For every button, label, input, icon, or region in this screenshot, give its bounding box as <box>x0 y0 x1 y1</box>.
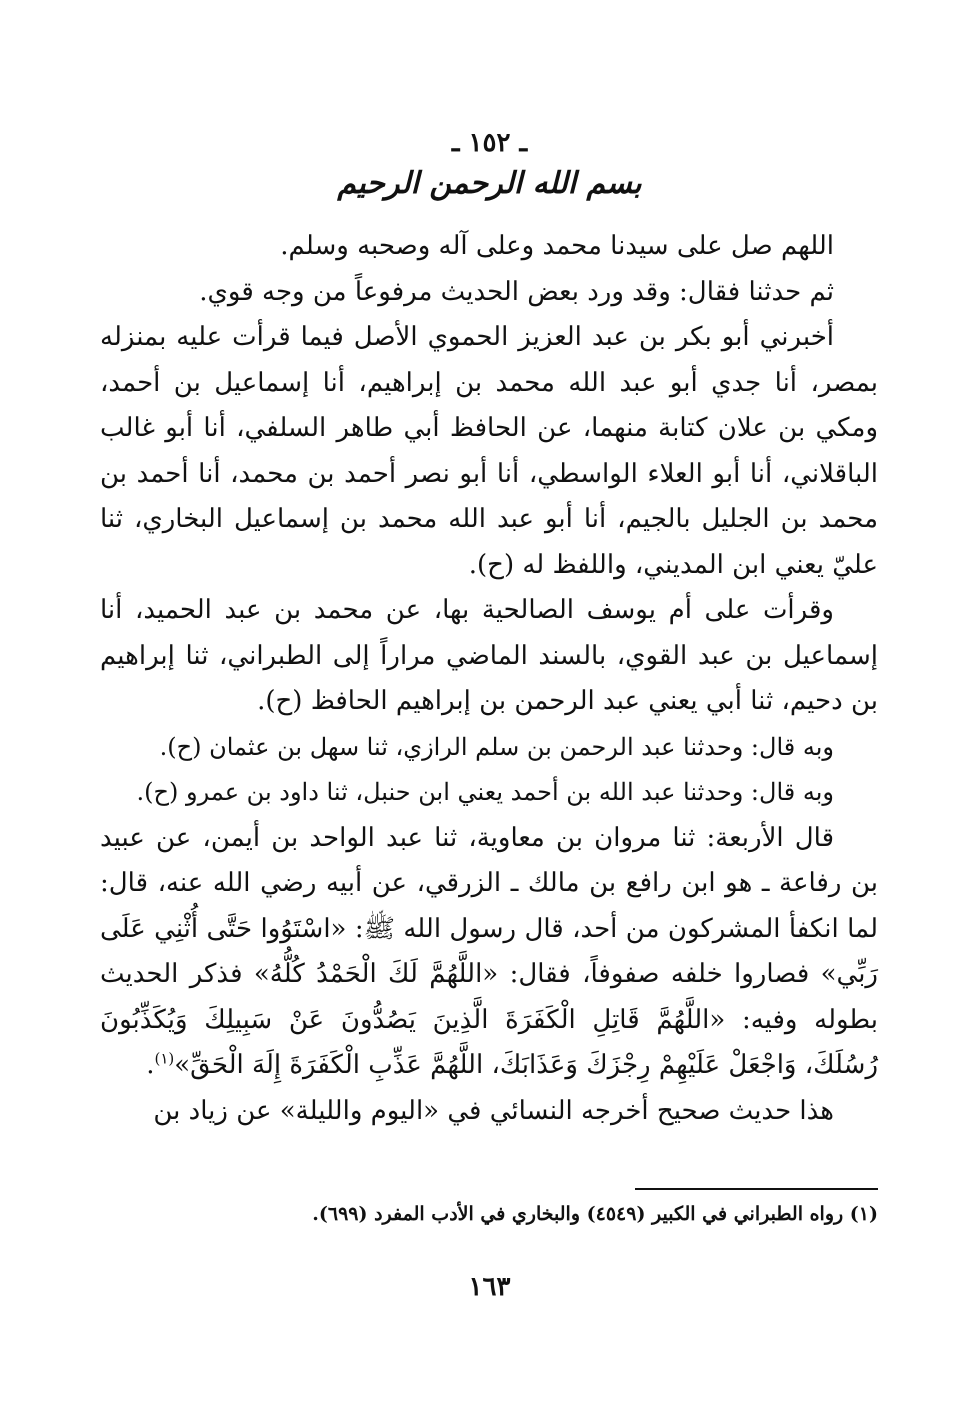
paragraph-isnad-4: وبه قال: وحدثنا عبد الله بن أحمد يعني ابن حنبل، ثنا داود بن عمرو (ح). <box>136 778 834 806</box>
footnote-marker: (١) <box>154 1049 175 1068</box>
body-text <box>100 224 878 1134</box>
footnote: (١) رواه الطبراني في الكبير (٤٥٤٩) والبخاري في الأدب المفرد (٦٩٩). <box>312 1203 878 1225</box>
paragraph-grading: هذا حديث صحيح أخرجه النسائي في «اليوم والليلة» عن زياد بن <box>153 1095 834 1126</box>
paragraph-isnad-1: أخبرني أبو بكر بن عبد العزيز الحموي الأصل فيما قرأت عليه بمنزله بمصر، أنا جدي أبو عبد الله محمد بن إبراهيم، أنا إسماعيل بن أحمد، ومكي بن علان كتابة منهما، عن الحافظ أبي طاهر السلفي، أنا أبو غالب الباقلاني، أنا أبو العلاء الواسطي، أنا أبو نصر أحمد بن محمد، أنا أحمد بن محمد بن الجليل بالجيم، أنا أبو عبد الله محمد بن إسماعيل البخاري، ثنا عليّ يعني ابن المديني، واللفظ له (ح). <box>100 322 878 580</box>
paragraph-isnad-3: وبه قال: وحدثنا عبد الرحمن بن سلم الرازي، ثنا سهل بن عثمان (ح). <box>159 732 834 761</box>
paragraph-hadith <box>100 816 878 1089</box>
footnote-divider <box>635 1188 878 1190</box>
manuscript-page-number: ـ ١٥٢ ـ <box>451 128 528 158</box>
sentence-end: . <box>146 1050 155 1080</box>
paragraph-salutation: اللهم صل على سيدنا محمد وعلى آله وصحبه وسلم. <box>280 231 834 261</box>
paragraph-isnad-2: وقرأت على أم يوسف الصالحية بها، عن محمد بن عبد الحميد، أنا إسماعيل بن عبد القوي، بالسند الماضي مراراً إلى الطبراني، ثنا إبراهيم بن دحيم، ثنا أبي يعني عبد الرحمن بن إبراهيم الحافظ (ح). <box>100 595 878 716</box>
basmala-heading: بسم الله الرحمن الرحيم <box>337 166 642 201</box>
paragraph-intro: ثم حدثنا فقال: وقد ورد بعض الحديث مرفوعاً من وجه قوي. <box>199 276 834 307</box>
hadith-text: قال الأربعة: ثنا مروان بن معاوية، ثنا عبد الواحد بن أيمن، عن عبيد بن رفاعة ـ هو ابن رافع بن مالك ـ الزرقي، عن أبيه رضي الله عنه، قال: لما انكفأ المشركون من أحد، قال رسول الله ﷺ: «اسْتَوُوا حَتَّى أُثْنِي عَلَى رَبِّي» فصاروا خلفه صفوفاً، فقال: «اللَّهُمَّ لَكَ الْحَمْدُ كُلُّهُ» فذكر الحديث بطوله وفيه: «اللَّهُمَّ قَاتِلِ الْكَفَرَةَ الَّذِينَ يَصُدُّونَ عَنْ سَبِيلِكَ وَيُكَذِّبُونَ رُسُلَكَ، وَاجْعَلْ عَلَيْهِمْ رِجْزَكَ وَعَذَابَكَ، اللَّهُمَّ عَذِّبِ الْكَفَرَةَ إِلَهَ الْحَقِّ» <box>100 822 878 1080</box>
page-number: ١٦٣ <box>468 1272 511 1302</box>
